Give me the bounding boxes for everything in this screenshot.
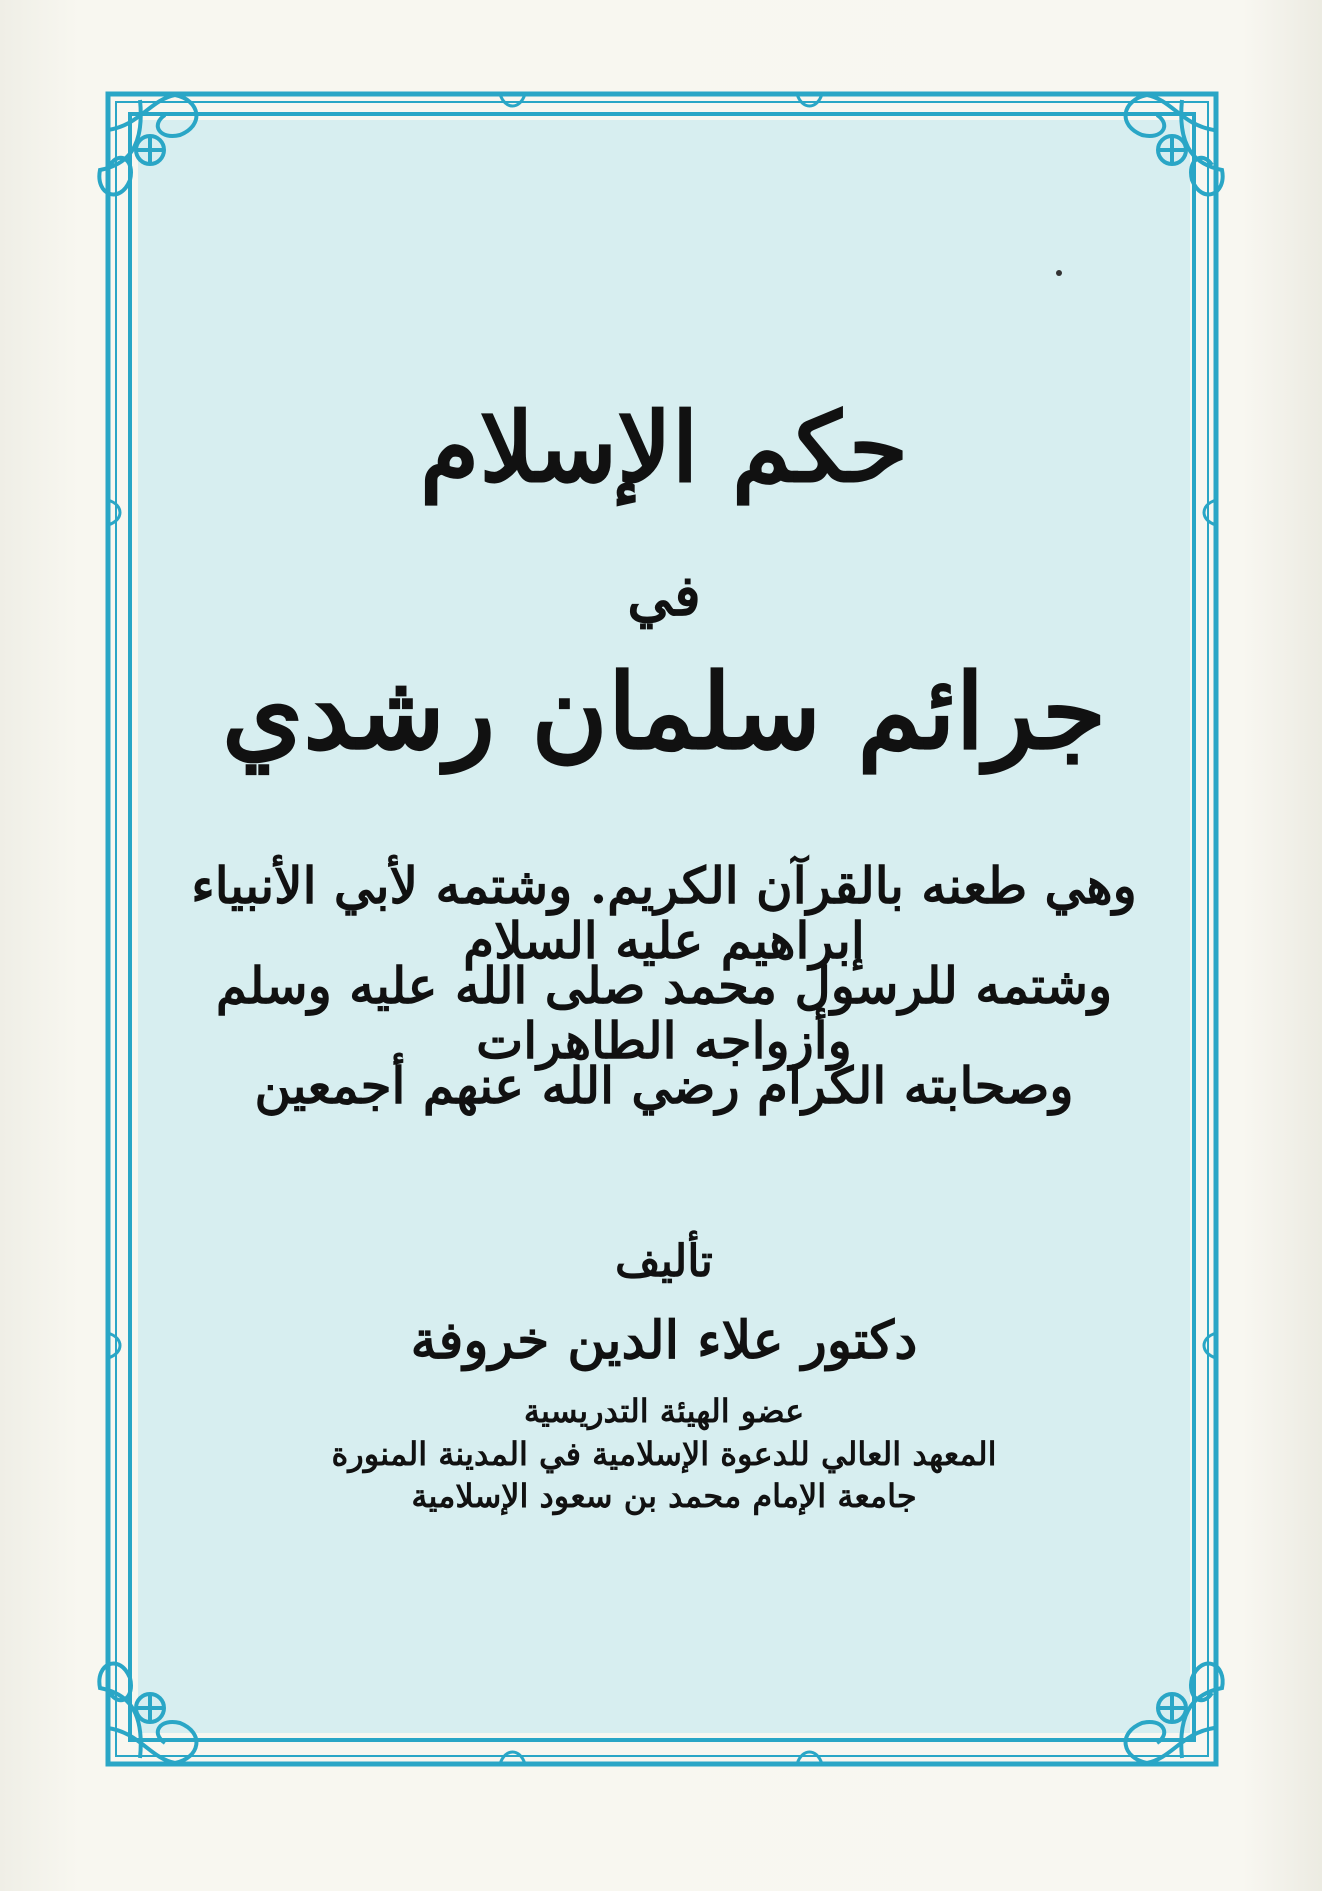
affiliation-line-2: المعهد العالي للدعوة الإسلامية في المدينة المنورة bbox=[331, 1435, 997, 1473]
author-label: تأليف bbox=[615, 1236, 713, 1287]
affiliation-line-1: عضو الهيئة التدريسية bbox=[523, 1392, 805, 1430]
title-line-1: حكم الإسلام bbox=[419, 391, 909, 504]
cover-text bbox=[138, 120, 1190, 1733]
title-connector: في bbox=[627, 563, 701, 629]
author-name: دكتور علاء الدين خروفة bbox=[410, 1310, 918, 1371]
description-line-3: وصحابته الكرام رضي الله عنهم أجمعين bbox=[254, 1056, 1074, 1115]
affiliation-line-3: جامعة الإمام محمد بن سعود الإسلامية bbox=[411, 1477, 917, 1515]
title-line-2: جرائم سلمان رشدي bbox=[221, 650, 1107, 773]
description-line-1: وهي طعنه بالقرآن الكريم. وشتمه لأبي الأنبياء إبراهيم عليه السلام bbox=[191, 856, 1137, 970]
description-line-2: وشتمه للرسول محمد صلى الله عليه وسلم وأزواجه الطاهرات bbox=[215, 956, 1113, 1070]
